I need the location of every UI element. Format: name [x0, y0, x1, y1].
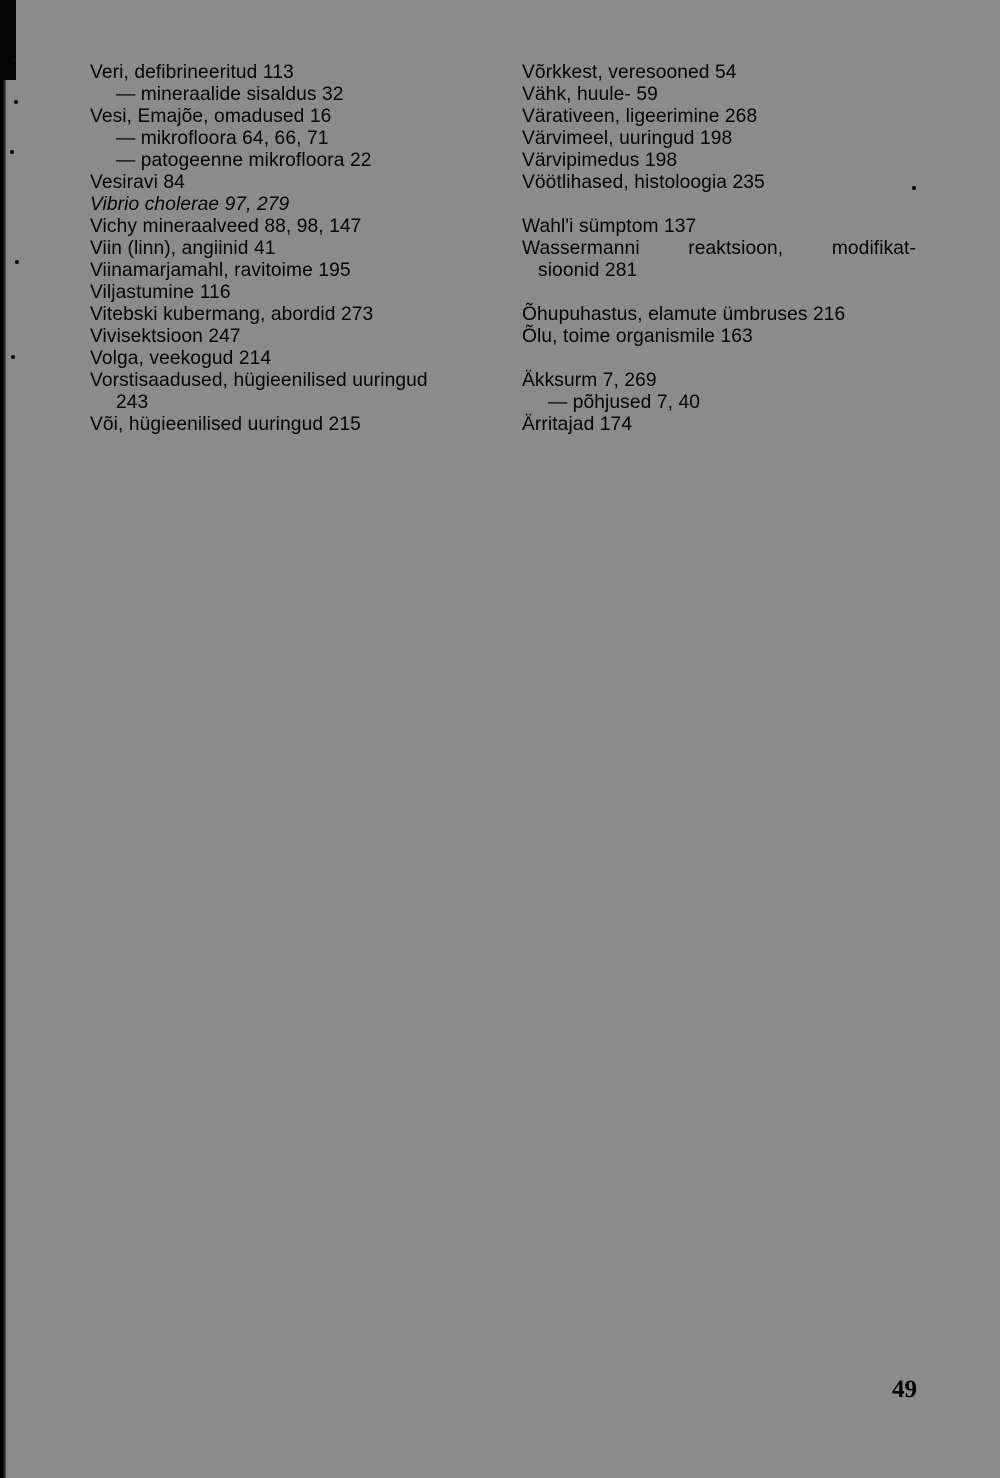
index-column-left: [90, 62, 490, 436]
index-entry: [90, 370, 490, 414]
index-entry: Wahl'i sümptom 137: [522, 216, 697, 237]
index-entry-text: Vorstisaadused, hügieenilised uuringud: [90, 370, 428, 391]
index-entry: Värvipimedus 198: [522, 150, 678, 171]
page-number: 49: [892, 1376, 917, 1403]
group-spacer: [522, 194, 922, 216]
index-entry: Volga, veekogud 214: [90, 348, 272, 369]
index-subentry: — mikrofloora 64, 66, 71: [116, 128, 329, 149]
scan-speck: [10, 150, 14, 154]
group-spacer: [522, 282, 922, 304]
index-entry: Vivisektsioon 247: [90, 326, 241, 347]
index-entry: Vitebski kubermang, abordid 273: [90, 304, 374, 325]
scan-speck: [15, 260, 19, 264]
index-entry-continuation: sioonid 281: [538, 260, 638, 281]
index-entry: Või, hügieenilised uuringud 215: [90, 414, 361, 435]
index-entry-continuation: 243: [116, 392, 149, 413]
index-entry: Vöötlihased, histoloogia 235: [522, 172, 765, 193]
index-entry: Viljastumine 116: [90, 282, 231, 303]
index-entry: Õlu, toime organismile 163: [522, 326, 753, 347]
index-entry: Vesiravi 84: [90, 172, 185, 193]
index-entry: Viinamarjamahl, ravitoime 195: [90, 260, 351, 281]
index-word: Wassermanni: [522, 238, 640, 259]
index-entry: Vähk, huule- 59: [522, 84, 658, 105]
group-spacer: [522, 348, 922, 370]
index-subentry: — mineraalide sisaldus 32: [116, 84, 344, 105]
index-entry: Viin (linn), angiinid 41: [90, 238, 276, 259]
index-column-right: [522, 62, 922, 436]
scan-speck: [12, 58, 16, 62]
index-entry: Ärritajad 174: [522, 414, 633, 435]
index-entry: Värativeen, ligeerimine 268: [522, 106, 758, 127]
scan-edge: [0, 0, 6, 1478]
index-entry: Äkksurm 7, 269: [522, 370, 657, 391]
index-entry: [522, 238, 916, 282]
index-entry: Värvimeel, uuringud 198: [522, 128, 733, 149]
index-word: modifikat-: [831, 238, 916, 259]
index-subentry: — patogeenne mikrofloora 22: [116, 150, 372, 171]
index-word: reaktsioon,: [688, 238, 784, 259]
scan-speck: [14, 100, 18, 104]
index-entry: Võrkkest, veresooned 54: [522, 62, 737, 83]
scan-speck: [11, 355, 15, 359]
index-entry: Veri, defibrineeritud 113: [90, 62, 294, 83]
index-subentry: — põhjused 7, 40: [548, 392, 701, 413]
index-entry: Vichy mineraalveed 88, 98, 147: [90, 216, 362, 237]
index-entry-justified-line: [522, 238, 916, 260]
index-entry: Õhupuhastus, elamute ümbruses 216: [522, 304, 846, 325]
index-entry: Vesi, Emajõe, omadused 16: [90, 106, 332, 127]
index-entry: Vibrio cholerae 97, 279: [90, 194, 290, 215]
